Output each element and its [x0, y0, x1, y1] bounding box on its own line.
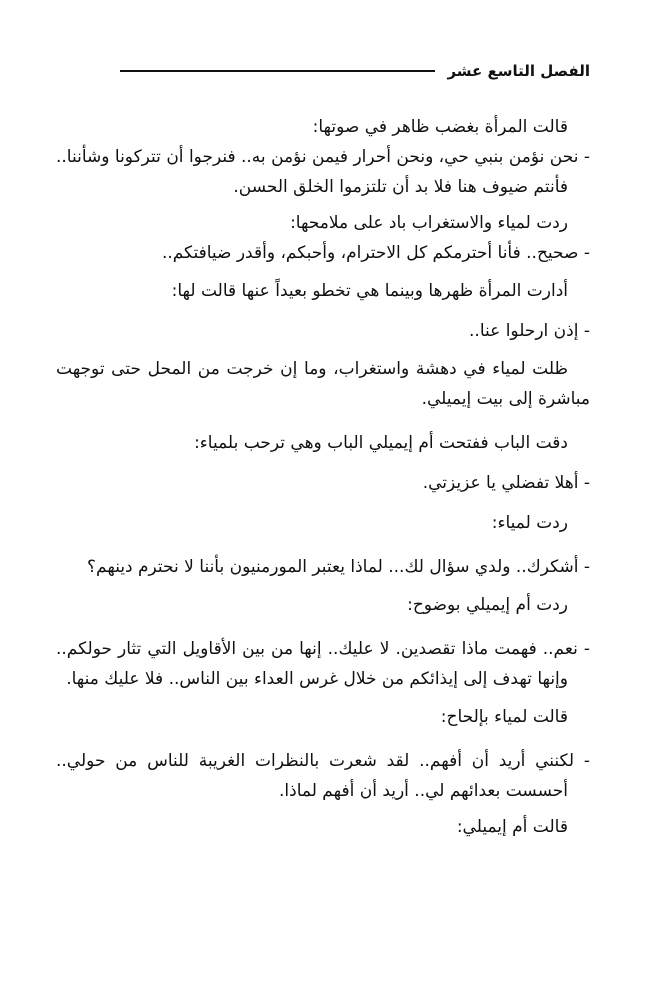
dialogue-line: - لكنني أريد أن أفهم.. لقد شعرت بالنظرات الغريبة للناس من حولي.. أحسست بعدائهم لي.. أريد أن أفهم لماذا.: [56, 751, 590, 801]
page-header: [120, 60, 590, 82]
dialogue-line: - أشكرك.. ولدي سؤال لك... لماذا يعتبر المورمنيون بأننا لا نحترم دينهم؟: [87, 557, 590, 577]
narration-paragraph: ردت لمياء والاستغراب باد على ملامحها:: [290, 213, 568, 233]
narration-paragraph: ردت أم إيميلي بوضوح:: [407, 595, 568, 615]
narration-paragraph: قالت المرأة بغضب ظاهر في صوتها:: [312, 117, 568, 137]
narration-paragraph: قالت أم إيميلي:: [456, 817, 568, 837]
chapter-title: الفصل التاسع عشر: [447, 62, 590, 80]
dialogue-line: - إذن ارحلوا عنا..: [469, 321, 590, 341]
header-rule: [120, 70, 435, 72]
dialogue-line: - صحيح.. فأنا أحترمكم كل الاحترام، وأحبكم، وأقدر ضيافتكم..: [161, 243, 590, 263]
narration-paragraph: أدارت المرأة ظهرها وبينما هي تخطو بعيداً عنها قالت لها:: [171, 281, 568, 301]
narration-paragraph: ظلت لمياء في دهشة واستغراب، وما إن خرجت من المحل حتى توجهت مباشرة إلى بيت إيميلي.: [56, 359, 590, 409]
narration-paragraph: قالت لمياء بإلحاح:: [440, 707, 568, 727]
narration-paragraph: ردت لمياء:: [491, 513, 568, 533]
page-body: [56, 112, 590, 842]
narration-paragraph: دقت الباب ففتحت أم إيميلي الباب وهي ترحب بلمياء:: [194, 433, 568, 453]
dialogue-line: - أهلا تفضلي يا عزيزتي.: [422, 473, 590, 493]
dialogue-line: - نعم.. فهمت ماذا تقصدين. لا عليك.. إنها من بين الأقاويل التي تثار حولكم.. وإنها تهدف إلى إيذائكم من خلال غرس العداء بين الناس.. فلا عليك منها.: [56, 639, 590, 689]
dialogue-line: - نحن نؤمن بنبي حي، ونحن أحرار فيمن نؤمن به.. فنرجوا أن تتركونا وشأننا.. فأنتم ضيوف هنا فلا بد أن تلتزموا الخلق الحسن.: [56, 147, 590, 197]
